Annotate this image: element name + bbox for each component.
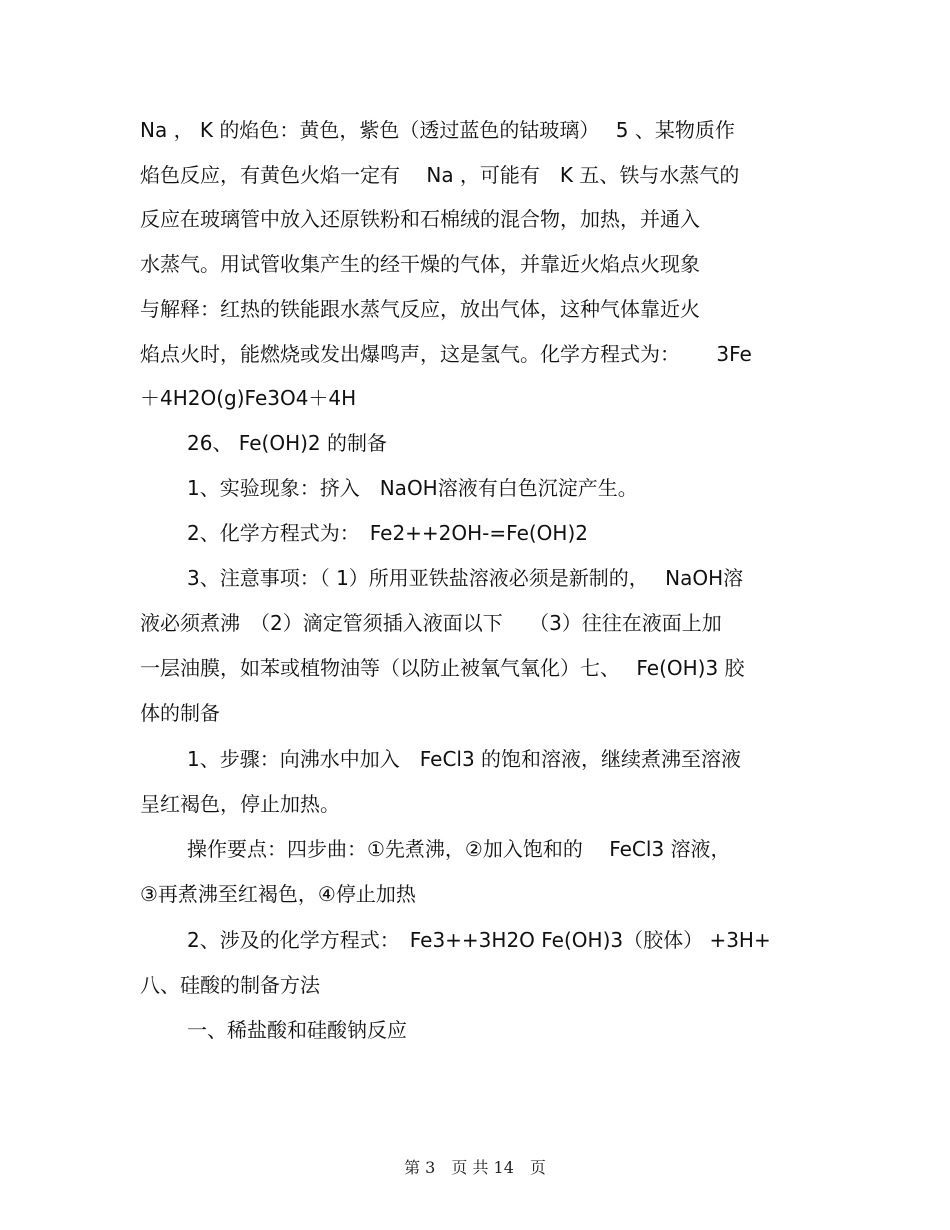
text-line-12: 液必须煮沸 （2）滴定管须插入液面以下 （3）往往在液面上加 [140,611,722,635]
text-line-9: 1、实验现象：挤入 NaOH溶液有白色沉淀产生。 [187,476,638,500]
text-line-10: 2、化学方程式为： Fe2++2OH-=Fe(OH)2 [187,521,588,545]
text-line-17: 操作要点：四步曲：①先煮沸，②加入饱和的 FeCl3 溶液， [187,837,731,861]
text-line-13: 一层油膜，如苯或植物油等（以防止被氧气氧化）七、 Fe(OH)3 胶 [140,656,745,680]
text-line-1: Na ， K 的焰色：黄色，紫色（透过蓝色的钴玻璃） 5 、某物质作 [140,118,735,142]
text-line-14: 体的制备 [140,701,220,725]
page-footer: 第 3 页 共 14 页 [404,1158,546,1177]
subsection-heading-1: 一、稀盐酸和硅酸钠反应 [187,1018,407,1042]
text-line-5: 与解释：红热的铁能跟水蒸气反应，放出气体，这种气体靠近火 [140,297,700,321]
text-line-7: ＋4H2O(g)Fe3O4＋4H [140,386,357,410]
text-line-4: 水蒸气。用试管收集产生的经干燥的气体，并靠近火焰点火现象 [140,252,700,276]
text-line-16: 呈红褐色，停止加热。 [140,792,340,816]
text-line-3: 反应在玻璃管中放入还原铁粉和石棉绒的混合物，加热，并通入 [140,207,700,231]
section-heading-8: 八、硅酸的制备方法 [140,973,320,997]
text-line-18: ③再煮沸至红褐色，④停止加热 [140,882,416,906]
text-line-19: 2、涉及的化学方程式： Fe3++3H2O Fe(OH)3（胶体） +3H+ [187,928,771,952]
section-heading-26: 26、 Fe(OH)2 的制备 [187,431,387,455]
text-line-6: 焰点火时，能燃烧或发出爆鸣声，这是氢气。化学方程式为： 3Fe [140,342,752,366]
text-line-15: 1、步骤：向沸水中加入 FeCl3 的饱和溶液，继续煮沸至溶液 [187,747,742,771]
text-line-2: 焰色反应，有黄色火焰一定有 Na ，可能有 K 五、铁与水蒸气的 [140,163,740,187]
text-line-11: 3、注意事项：（ 1）所用亚铁盐溶液必须是新制的， NaOH溶 [187,566,744,590]
